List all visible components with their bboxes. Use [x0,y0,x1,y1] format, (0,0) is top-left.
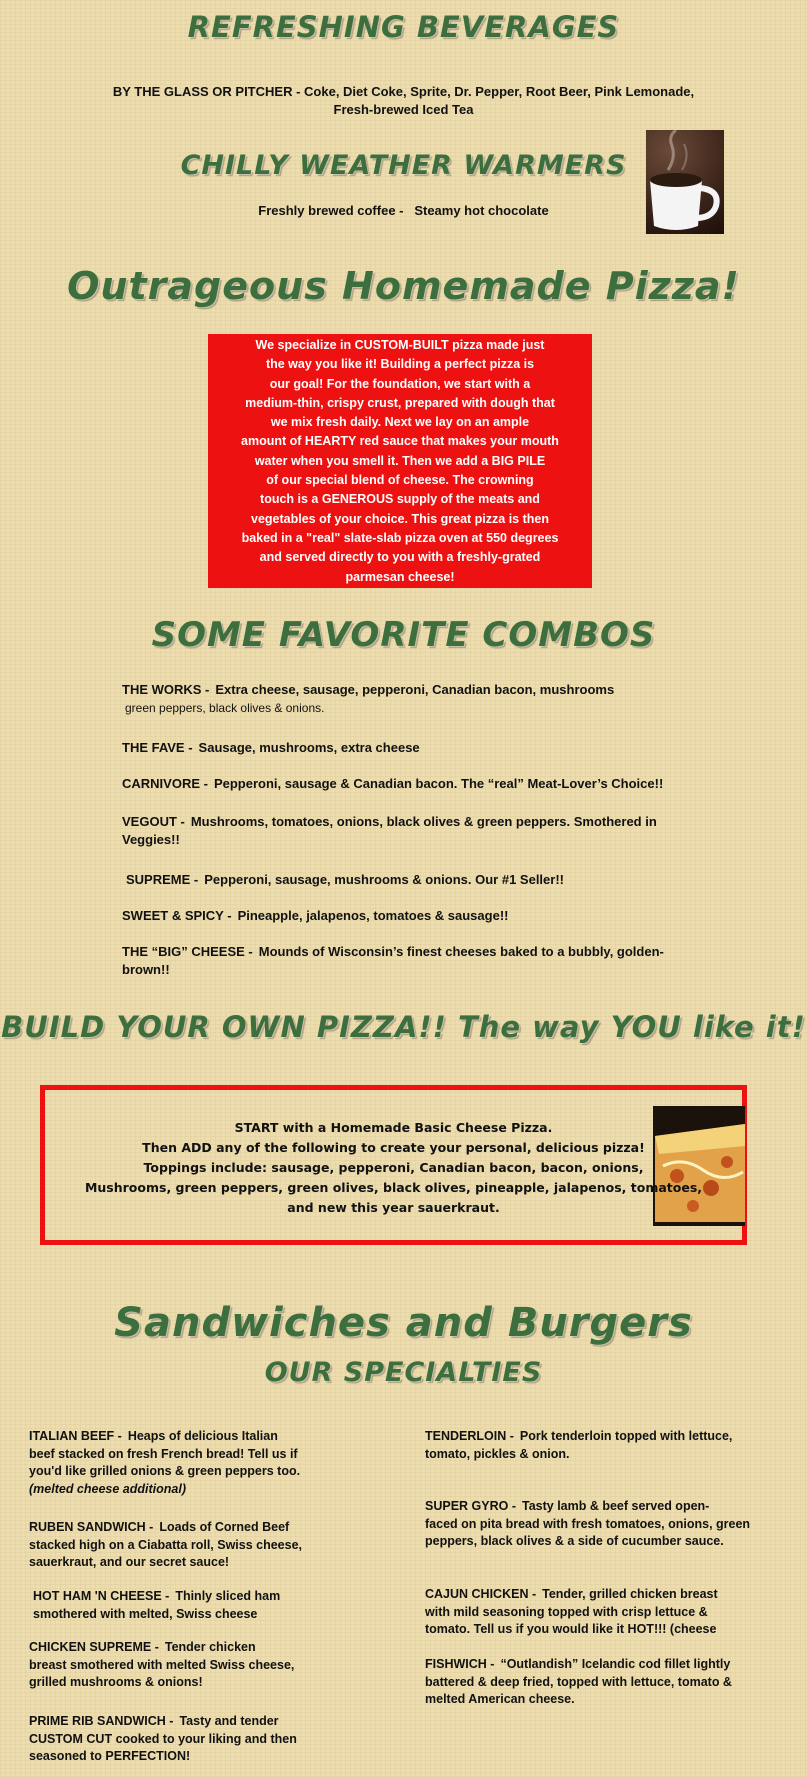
pizza-description-line: touch is a GENEROUS supply of the meats and [260,492,540,507]
sandwich-name: HOT HAM 'N CHEESE - [33,1589,170,1603]
combo-name: CARNIVORE - [122,776,208,791]
combo-name: VEGOUT - [122,814,185,829]
sandwich-desc-line: beef stacked on fresh French bread! Tell us if [29,1446,298,1461]
combos-title: SOME FAVORITE COMBOS [151,615,656,655]
sandwich-name: TENDERLOIN - [425,1429,514,1443]
combo-desc-continued: Veggies!! [122,832,180,847]
pizza-description-box [208,334,592,588]
sandwich-desc-line: smothered with melted, Swiss cheese [33,1606,258,1621]
sandwich-item [33,1588,373,1623]
sandwich-desc-line: Thinly sliced ham [175,1589,281,1603]
pizza-description-line: the way you like it! Building a perfect pizza is [265,357,535,372]
sandwich-name: SUPER GYRO - [425,1499,516,1513]
combo-name: THE WORKS - [122,682,210,697]
pizza-description-line: parmesan cheese! [345,569,455,584]
combo-desc-continued: brown!! [122,962,170,977]
sandwich-desc-line: melted American cheese. [425,1692,575,1706]
sandwich-desc-line: battered & deep fried, topped with lettuce, tomato & [425,1674,732,1689]
sandwich-item [425,1656,795,1709]
sandwich-desc-line: Tender, grilled chicken breast [542,1587,718,1601]
sandwich-name: CAJUN CHICKEN - [425,1587,537,1601]
sandwich-desc-line: with mild seasoning topped with crisp lettuce & [425,1604,708,1619]
sandwich-name: RUBEN SANDWICH - [29,1520,154,1534]
pizza-description-line: our goal! For the foundation, we start with a [269,376,531,391]
sandwich-desc-line: Loads of Corned Beef [159,1520,290,1534]
pizza-description-line: medium-thin, crispy crust, prepared with dough that [245,395,555,410]
combo-desc: Sausage, mushrooms, extra cheese [198,740,420,755]
sandwich-name: CHICKEN SUPREME - [29,1640,159,1654]
combo-item [122,681,762,717]
sandwich-desc-line: sauerkraut, and our secret sauce! [29,1555,230,1569]
combo-desc-continued: green peppers, black olives & onions. [125,701,325,715]
sandwiches-subtitle: OUR SPECIALTIES [264,1357,543,1388]
combo-desc: Pineapple, jalapenos, tomatoes & sausage!! [237,908,509,923]
combo-item [122,943,762,979]
beverages-title: REFRESHING BEVERAGES [187,10,620,44]
sandwich-item [29,1519,369,1572]
sandwich-desc-line: stacked high on a Ciabatta roll, Swiss cheese, [29,1537,303,1552]
combo-item [122,813,762,849]
combo-desc: Pepperoni, sausage & Canadian bacon. The “real” Meat-Lover’s Choice!! [213,776,664,791]
warmers-title: CHILLY WEATHER WARMERS [180,150,627,181]
pizza-description-line: amount of HEARTY red sauce that makes your mouth [241,434,559,449]
combo-desc: Mushrooms, tomatoes, onions, black olives & green peppers. Smothered in [190,814,657,829]
pizza-description-line: water when you smell it. Then we add a BIG PILE [254,453,546,468]
sandwich-item [29,1713,369,1766]
combo-name: THE FAVE - [122,740,193,755]
pizza-description-line: We specialize in CUSTOM-BUILT pizza made just [255,338,545,352]
build-box [40,1085,747,1245]
combo-name: THE “BIG” CHEESE - [122,944,253,959]
pizza-description-line: vegetables of your choice. This great pizza is then [251,511,549,526]
sandwich-desc-line: Tender chicken [164,1640,256,1654]
sandwich-desc-line: Tasty and tender [179,1714,279,1728]
pizza-title: Outrageous Homemade Pizza! [67,264,740,308]
sandwich-item [425,1498,795,1551]
combo-desc: Mounds of Wisconsin’s finest cheeses baked to a bubbly, golden- [258,944,664,959]
beverages-desc: Coke, Diet Coke, Sprite, Dr. Pepper, Root Beer, Pink Lemonade, [304,84,695,99]
sandwich-name: ITALIAN BEEF - [29,1429,122,1443]
sandwich-desc-line: tomato. Tell us if you would like it HOT!!! (cheese [425,1622,717,1636]
sandwich-item [425,1586,795,1639]
pizza-description-line: of our special blend of cheese. The crowning [266,473,534,488]
sandwich-note: (melted cheese additional) [29,1481,186,1496]
sandwich-desc-line: you'd like grilled onions & green peppers too. [29,1464,301,1478]
sandwich-name: PRIME RIB SANDWICH - [29,1714,174,1728]
sandwich-desc-line: grilled mushrooms & onions! [29,1675,203,1689]
sandwich-desc-line: peppers, black olives & a side of cucumber sauce. [425,1534,724,1548]
build-line: and new this year sauerkraut. [287,1200,500,1215]
sandwich-desc-line: Tasty lamb & beef served open- [522,1499,710,1513]
beverages-line2: Fresh-brewed Iced Tea [333,102,474,117]
combo-item [122,907,762,925]
sandwich-item [425,1428,795,1463]
sandwich-desc-line: faced on pita bread with fresh tomatoes, onions, green [425,1516,751,1531]
combo-name: SUPREME - [126,872,199,887]
combo-desc: Extra cheese, sausage, pepperoni, Canadian bacon, mushrooms [215,682,615,697]
pizza-description-line: and served directly to you with a freshly-grated [259,550,541,565]
build-line: Mushrooms, green peppers, green olives, black olives, pineapple, jalapenos, tomatoes, [84,1180,703,1195]
combo-desc: Pepperoni, sausage, mushrooms & onions. Our #1 Seller!! [204,872,564,887]
sandwich-desc-line: seasoned to PERFECTION! [29,1749,191,1763]
sandwich-item [29,1428,369,1498]
build-title: BUILD YOUR OWN PIZZA!! The way YOU like it! [1,1010,806,1044]
sandwich-desc-line: Pork tenderloin topped with lettuce, [519,1429,733,1443]
combo-item [126,871,766,889]
sandwich-desc-line: tomato, pickles & onion. [425,1446,570,1461]
build-line: START with a Homemade Basic Cheese Pizza. [234,1120,553,1135]
sandwich-desc-line: Heaps of delicious Italian [127,1429,278,1443]
combo-item [122,739,762,757]
coffee-cup-icon [646,130,724,234]
pizza-description-line: baked in a "real" slate-slab pizza oven at 550 degrees [241,530,559,545]
pizza-description-line: we mix fresh daily. Next we lay on an ample [270,415,530,430]
build-line: Then ADD any of the following to create your personal, delicious pizza! [142,1140,645,1155]
beverages-line [40,83,767,100]
sandwich-desc-line: CUSTOM CUT cooked to your liking and then [29,1731,297,1746]
sandwich-desc-line: breast smothered with melted Swiss cheese, [29,1657,295,1672]
warmers-text: Freshly brewed coffee - Steamy hot chocolate [258,203,549,218]
sandwiches-title: Sandwiches and Burgers [114,1300,693,1346]
sandwich-item [29,1639,369,1692]
combo-item [122,775,762,793]
build-line: Toppings include: sausage, pepperoni, Canadian bacon, bacon, onions, [143,1160,644,1175]
sandwich-desc-line: “Outlandish” Icelandic cod fillet lightly [500,1657,731,1671]
combo-name: SWEET & SPICY - [122,908,232,923]
sandwich-name: FISHWICH - [425,1657,495,1671]
beverages-label: BY THE GLASS OR PITCHER - [112,84,301,99]
